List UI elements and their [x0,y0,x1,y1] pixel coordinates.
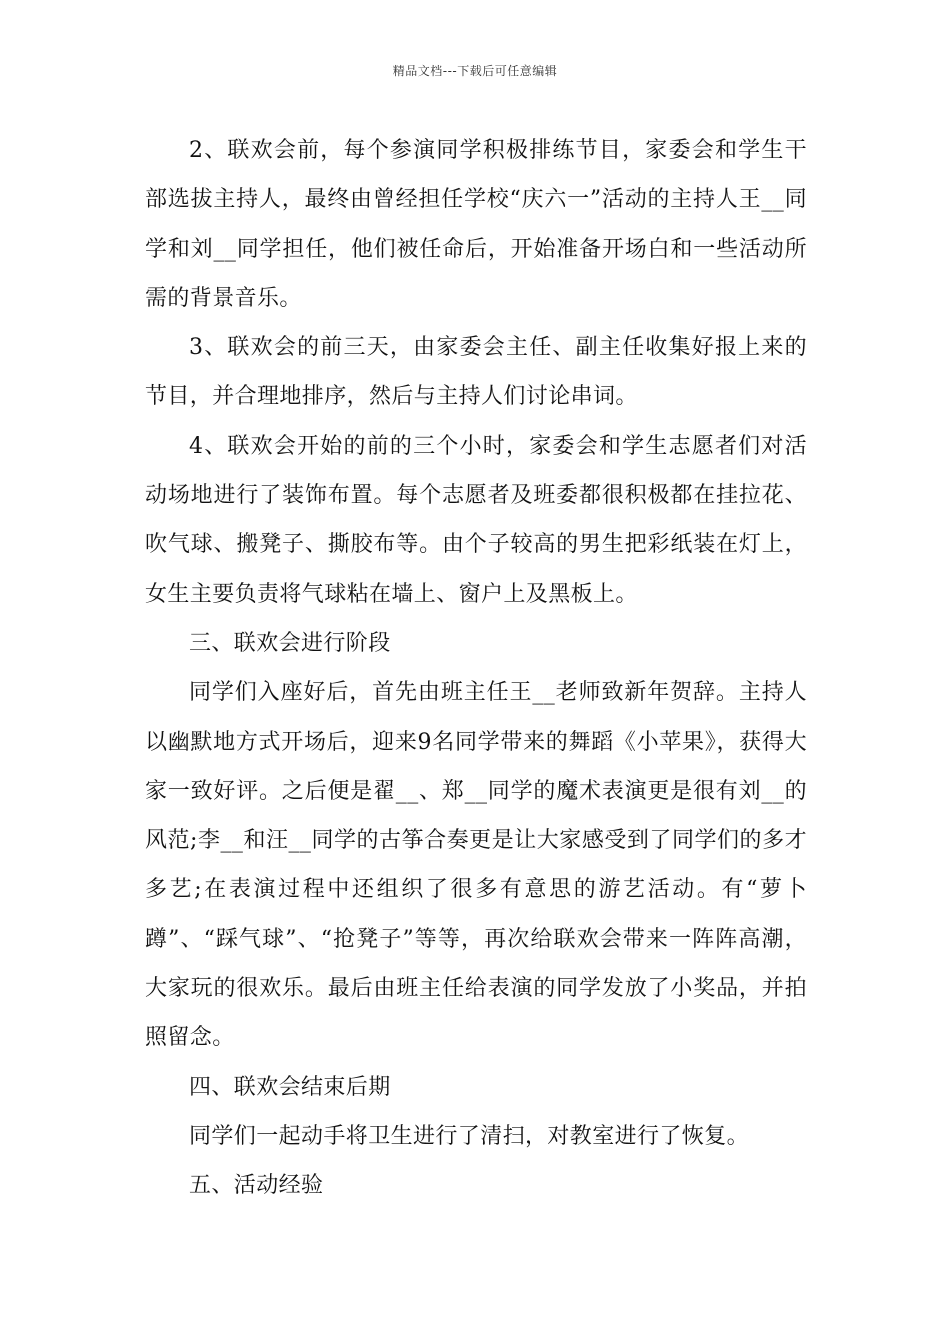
page-header: 精品文档---下载后可任意编辑 [392,64,558,78]
section-heading-5: 五、活动经验 [189,1173,324,1199]
section-heading-4: 四、联欢会结束后期 [189,1074,391,1100]
paragraph-preparation-4: 4、联欢会开始的前的三个小时，家委会和学生志愿者们对活动场地进行了装饰布置。每个志愿者及班委都很积极都在挂拉花、吹气球、搬凳子、撕胶布等。由个子较高的男生把彩纸装在灯上，女生主要负责将气球粘在墙上、窗户上及黑板上。 [145,433,807,607]
paragraph-preparation-2: 2、联欢会前，每个参演同学积极排练节目，家委会和学生干部选拔主持人，最终由曾经担任学校“庆六一”活动的主持人王__同学和刘__同学担任，他们被任命后，开始准备开场白和一些活动所需的背景音乐。 [145,138,807,311]
paragraph-performance: 同学们入座好后，首先由班主任王__老师致新年贺辞。主持人以幽默地方式开场后，迎来9名同学带来的舞蹈《小苹果》，获得大家一致好评。之后便是翟__、郑__同学的魔术表演更是很有刘__的风范;李__和汪__同学的古筝合奏更是让大家感受到了同学们的多才多艺;在表演过程中还组织了很多有意思的游艺活动。有“萝卜蹲”、“踩气球”、“抢凳子”等等，再次给联欢会带来一阵阵高潮，大家玩的很欢乐。最后由班主任给表演的同学发放了小奖品，并拍照留念。 [145,680,807,1051]
paragraph-cleanup: 同学们一起动手将卫生进行了清扫，对教室进行了恢复。 [189,1123,750,1149]
section-heading-3: 三、联欢会进行阶段 [189,630,391,656]
document-body [145,126,807,1211]
paragraph-preparation-3: 3、联欢会的前三天，由家委会主任、副主任收集好报上来的节目，并合理地排序，然后与主持人们讨论串词。 [145,335,807,410]
